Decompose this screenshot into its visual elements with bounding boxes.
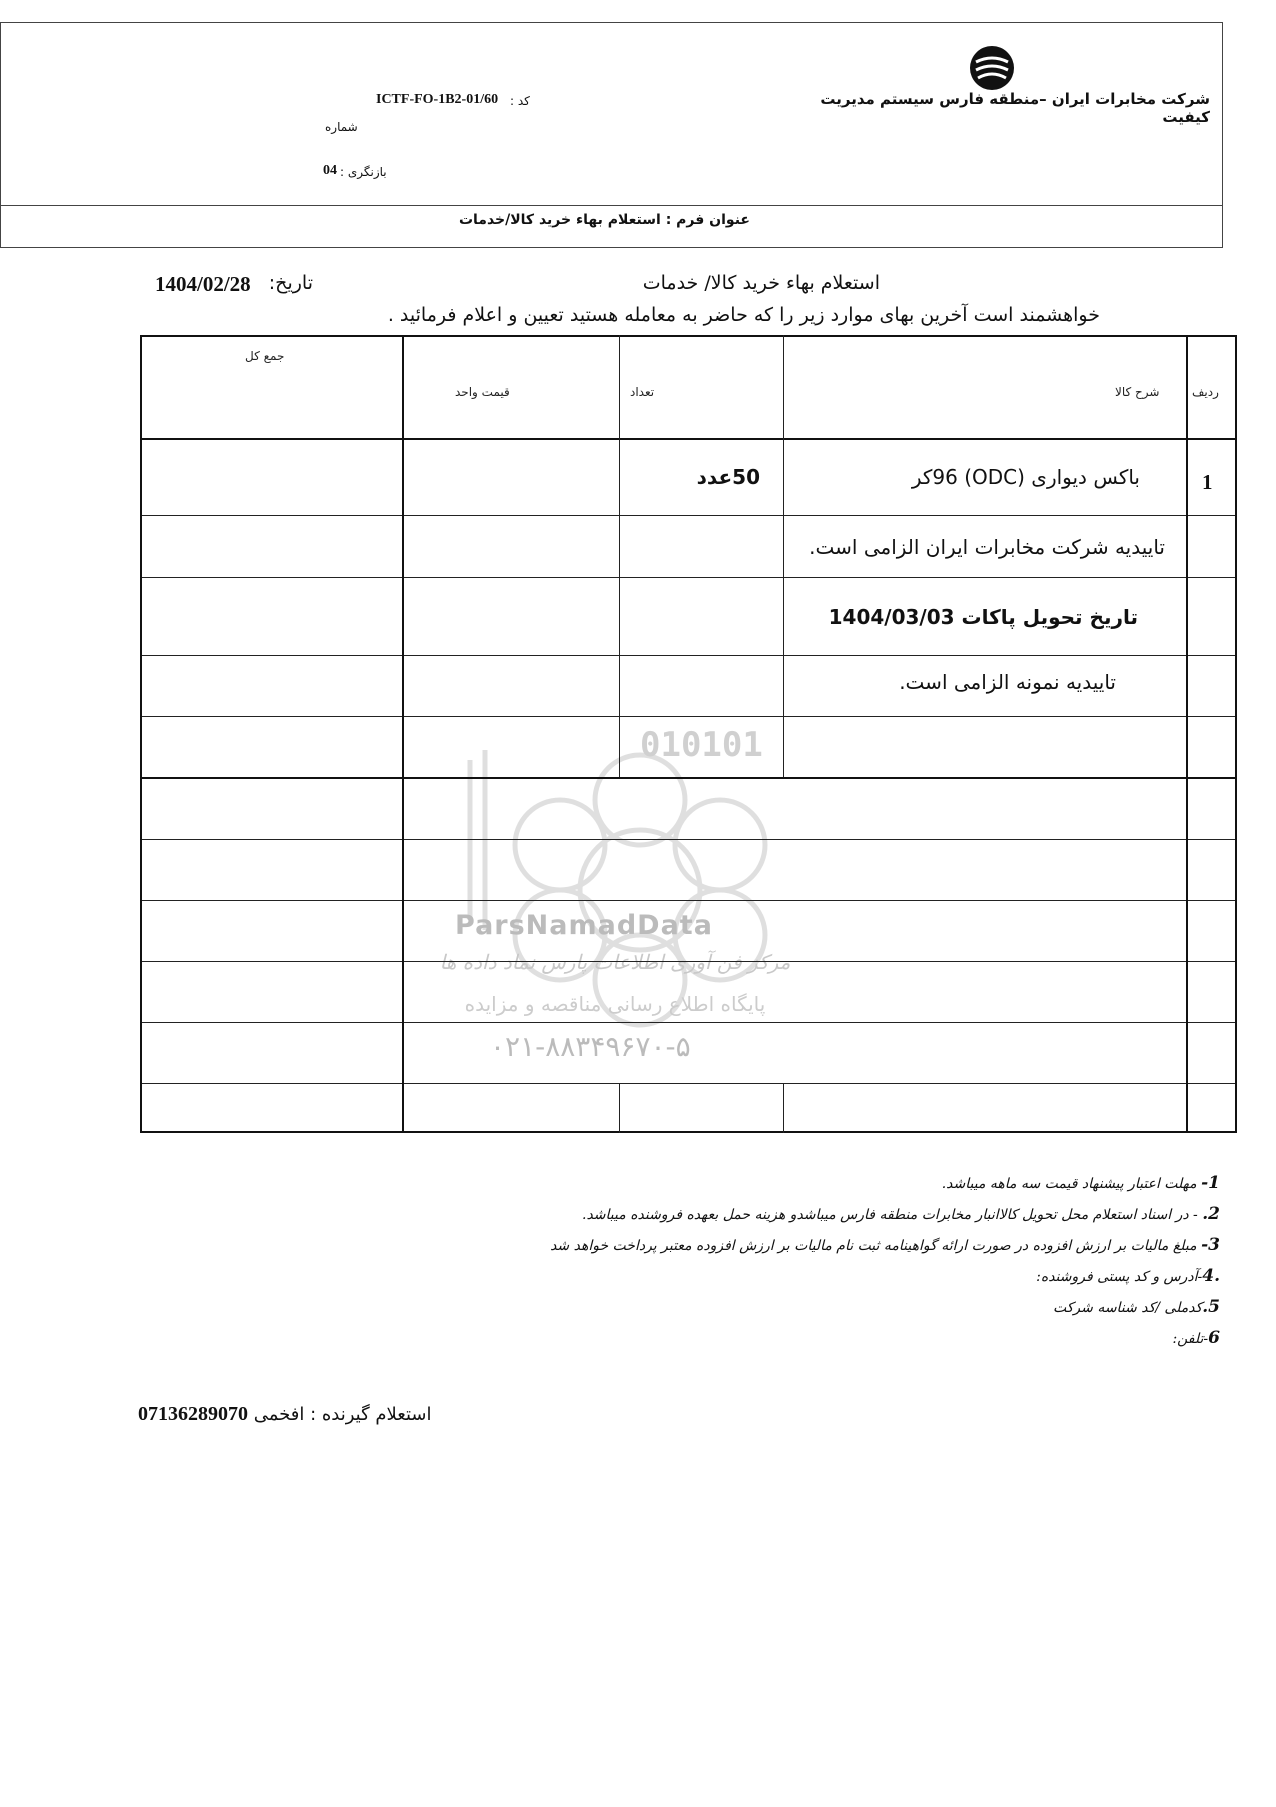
- watermark-phone: ۰۲۱-۸۸۳۴۹۶۷۰-۵: [490, 1030, 691, 1063]
- watermark-line-1: مرکز فن آوری اطلاعات پارس نماد داده ها: [439, 950, 791, 974]
- items-table: [140, 335, 1237, 1133]
- date-label: تاریخ:: [268, 272, 313, 294]
- item-quantity: 50عدد: [696, 465, 760, 489]
- note-item: 6-تلفن:: [1172, 1328, 1220, 1348]
- row-number: 1: [1202, 470, 1213, 494]
- item-description: باکس دیواری (ODC) 96کر: [911, 465, 1140, 489]
- number-label: شماره: [325, 120, 358, 134]
- header-description: شرح کالا: [1115, 385, 1160, 399]
- note-item: .4-آدرس و کد پستی فروشنده:: [1036, 1266, 1220, 1286]
- receiver-label: استعلام گیرنده : افخمی: [248, 1404, 432, 1425]
- header-unit-price: قیمت واحد: [455, 385, 510, 399]
- note-item: 1- مهلت اعتبار پیشنهاد قیمت سه ماهه میباشد.: [941, 1173, 1220, 1193]
- watermark-line-2: پایگاه اطلاع رسانی مناقصه و مزایده: [464, 992, 766, 1016]
- watermark-digits: 010101: [640, 725, 763, 765]
- note-item: 2. - در اسناد استعلام محل تحویل کالاانبار مخابرات منطقه فارس میباشدو هزینه حمل بعهده فروشنده میباشد.: [582, 1204, 1220, 1224]
- date-value: 1404/02/28: [155, 272, 251, 296]
- receiver-phone: 07136289070: [138, 1403, 248, 1425]
- item-description: تاییدیه شرکت مخابرات ایران الزامی است.: [809, 535, 1165, 559]
- code-value: ICTF-FO-1B2-01/60: [376, 92, 499, 107]
- header-divider: [0, 205, 1223, 206]
- header-row: ردیف: [1192, 385, 1219, 399]
- form-title: عنوان فرم : استعلام بهاء خرید کالا/خدمات: [458, 212, 750, 228]
- revision-label: بازنگری :: [340, 165, 387, 179]
- note-item: 3- مبلغ مالیات بر ارزش افزوده در صورت ارائه گواهینامه ثبت نام مالیات بر ارزش افزوده معتبر پرداخت خواهد شد: [550, 1235, 1220, 1255]
- watermark-brand: ParsNamadData: [455, 910, 713, 941]
- code-label: کد :: [510, 94, 530, 108]
- telecom-logo-icon: [968, 44, 1016, 92]
- note-item: 5.کدملی /کد شناسه شرکت: [1053, 1297, 1220, 1317]
- inquiry-receiver: [138, 1403, 432, 1426]
- inquiry-title: استعلام بهاء خرید کالا/ خدمات: [642, 272, 880, 294]
- item-description: تاریخ تحویل پاکات 1404/03/03: [828, 605, 1138, 629]
- item-description: تاییدیه نمونه الزامی است.: [899, 670, 1116, 694]
- notes-list: [440, 1168, 1220, 1354]
- header-quantity: تعداد: [630, 385, 655, 399]
- header-total: جمع کل: [245, 349, 285, 363]
- company-name: شرکت مخابرات ایران –منطقه فارس سیستم مدیریت کیفیت: [820, 90, 1210, 126]
- revision-value: 04: [323, 163, 337, 178]
- request-text: خواهشمند است آخرین بهای موارد زیر را که حاضر به معامله هستید تعیین و اعلام فرمائید .: [387, 304, 1100, 326]
